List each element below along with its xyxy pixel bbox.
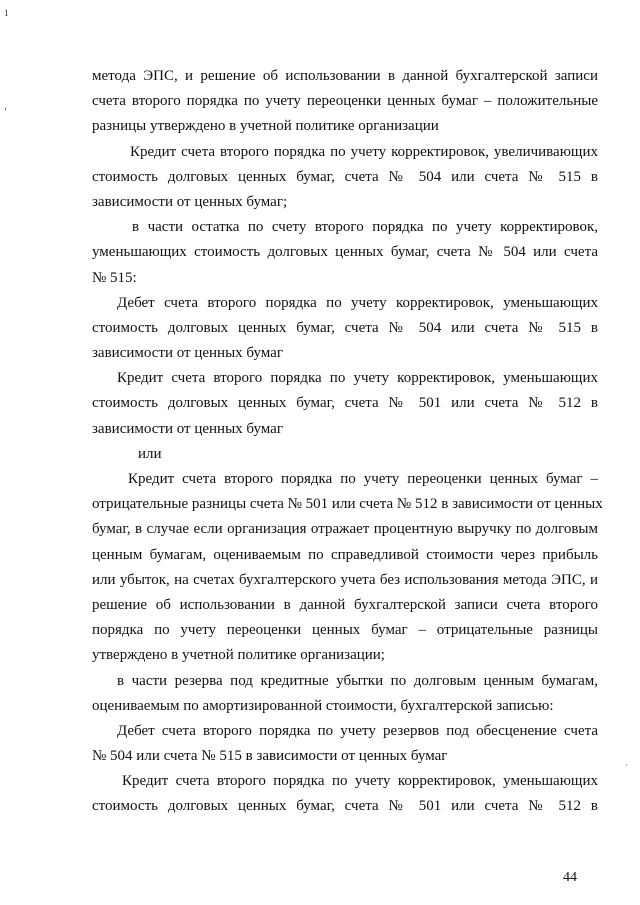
text-line: № 515: (92, 269, 137, 286)
text-line: или (138, 445, 162, 462)
text-line: решение об использовании в данной бухгалтерской записи счета второго (92, 596, 598, 613)
text-line: в части остатка по счету второго порядка по учету корректировок, (132, 219, 598, 236)
text-line: в части резерва под кредитные убытки по долговым ценным бумагам, (117, 672, 598, 689)
text-line: стоимость долговых ценных бумаг, счета № 501 или счета № 512 в (92, 395, 598, 412)
text-line: или убыток, на счетах бухгалтерского учета без использования метода ЭПС, и (92, 571, 598, 588)
text-line: ценным бумагам, оцениваемым по справедливой стоимости через прибыль (92, 546, 598, 563)
text-line: Дебет счета второго порядка по учету резервов под обесценение счета (117, 722, 598, 739)
text-line: Кредит счета второго порядка по учету корректировок, уменьшающих (122, 773, 598, 790)
margin-mark: · (625, 760, 628, 770)
text-line: отрицательные разницы счета № 501 или счета № 512 в зависимости от ценных (92, 496, 603, 513)
margin-mark: ʻ (4, 106, 7, 116)
text-line: порядка по учету переоценки ценных бумаг – отрицательные разницы (92, 622, 598, 639)
text-line: уменьшающих стоимость долговых ценных бумаг, счета № 504 или счета (92, 244, 598, 261)
text-line: разницы утверждено в учетной политике организации (92, 118, 439, 135)
text-line: стоимость долговых ценных бумаг, счета № 501 или счета № 512 в (92, 798, 598, 815)
text-line: стоимость долговых ценных бумаг, счета № 504 или счета № 515 в (92, 319, 598, 336)
text-line: Кредит счета второго порядка по учету корректировок, уменьшающих (117, 370, 598, 387)
text-line: № 504 или счета № 515 в зависимости от ценных бумаг (92, 748, 448, 765)
text-line: зависимости от ценных бумаг (92, 420, 283, 437)
text-line: Кредит счета второго порядка по учету переоценки ценных бумаг – (128, 471, 598, 487)
text-line: Дебет счета второго порядка по учету корректировок, уменьшающих (117, 294, 598, 311)
text-line: метода ЭПС, и решение об использовании в данной бухгалтерской записи (92, 68, 598, 84)
body-text (92, 64, 603, 820)
text-line: стоимость долговых ценных бумаг, счета № 504 или счета № 515 в (92, 168, 598, 185)
text-line: Кредит счета второго порядка по учету корректировок, увеличивающих (130, 143, 598, 160)
text-line: зависимости от ценных бумаг (92, 345, 283, 362)
text-line: утверждено в учетной политике организации; (92, 647, 385, 664)
text-line: оцениваемым по амортизированной стоимости, бухгалтерской записью: (92, 697, 554, 714)
text-line: счета второго порядка по учету переоценки ценных бумаг – положительные (92, 93, 598, 110)
text-line: бумаг, в случае если организация отражает процентную выручку по долговым (92, 521, 598, 538)
page-number: 44 (563, 870, 577, 885)
text-line: зависимости от ценных бумаг; (92, 193, 288, 210)
margin-mark: 1 (4, 8, 9, 18)
